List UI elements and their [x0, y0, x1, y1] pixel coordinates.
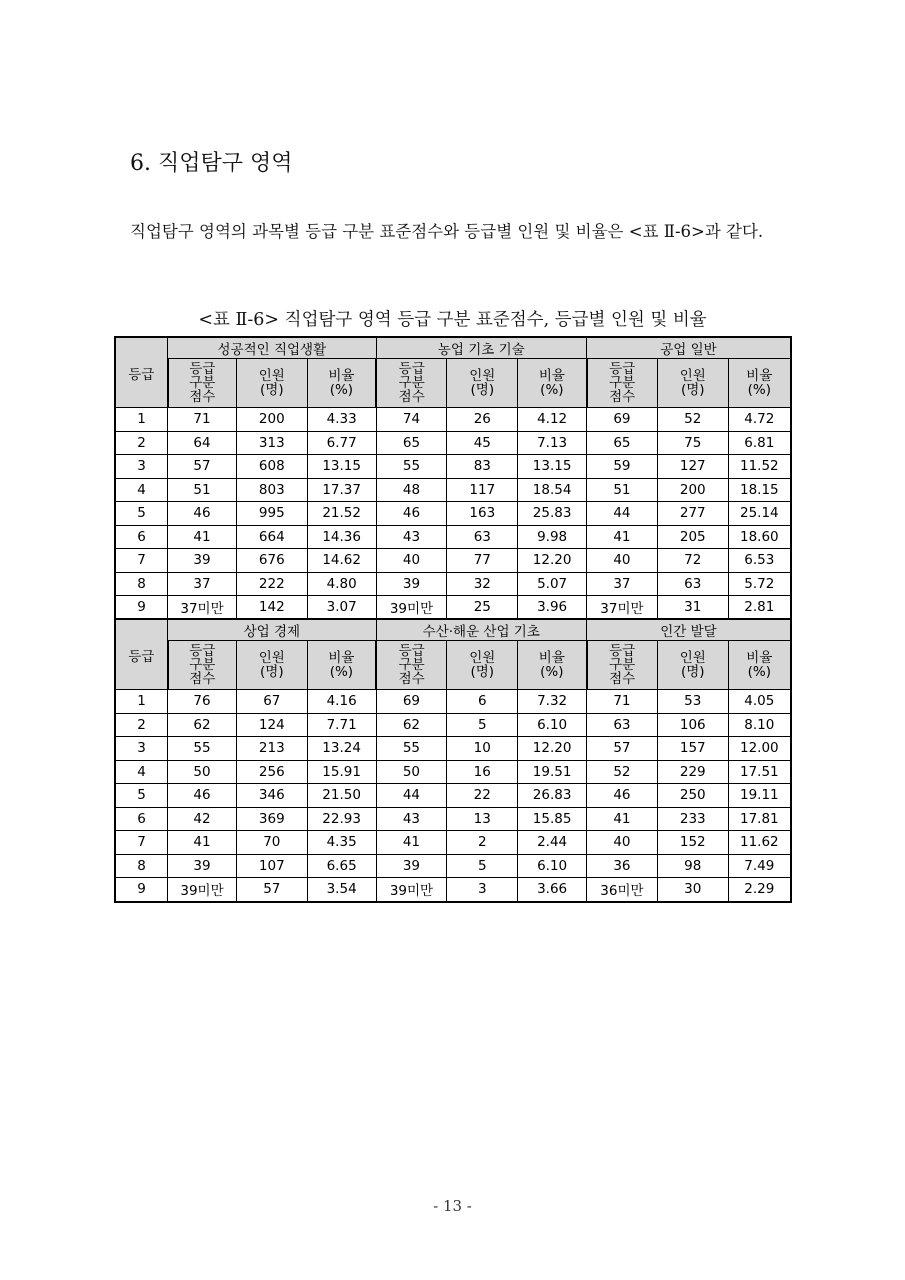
ratio-header: 비율 (%) — [518, 641, 587, 690]
cutoff-score-header: 등급 구분 점수 — [168, 641, 237, 690]
table-cell: 39미만 — [376, 596, 447, 620]
table-cell: 5 — [447, 713, 518, 737]
table-cell: 52 — [657, 408, 728, 432]
table-cell: 5 — [447, 854, 518, 878]
table-cell: 41 — [587, 525, 658, 549]
table-cell: 17.81 — [728, 807, 791, 831]
table-cell: 39 — [376, 854, 447, 878]
body-paragraph: 직업탐구 영역의 과목별 등급 구분 표준점수와 등급별 인원 및 비율은 <표 Ⅱ-6>과 같다. — [130, 222, 764, 241]
table-cell: 39미만 — [168, 878, 237, 902]
table-cell: 2.81 — [728, 596, 791, 620]
subject-header: 공업 일반 — [587, 337, 791, 359]
cutoff-score-header: 등급 구분 점수 — [587, 359, 658, 408]
grade-cell: 6 — [115, 807, 168, 831]
table-cell: 22.93 — [307, 807, 376, 831]
page-number: - 13 - — [433, 1197, 472, 1215]
table-cell: 72 — [657, 549, 728, 573]
table-cell: 106 — [657, 713, 728, 737]
table-cell: 3.54 — [307, 878, 376, 902]
table-row — [115, 878, 791, 902]
table-cell: 25.83 — [518, 502, 587, 526]
table-row — [115, 572, 791, 596]
table-cell: 44 — [587, 502, 658, 526]
count-header: 인원 (명) — [447, 359, 518, 408]
table-row — [115, 408, 791, 432]
table-cell: 4.80 — [307, 572, 376, 596]
table-cell: 256 — [236, 760, 307, 784]
table-cell: 50 — [168, 760, 237, 784]
table-row — [115, 760, 791, 784]
table-cell: 40 — [587, 549, 658, 573]
table-cell: 12.20 — [518, 549, 587, 573]
table-cell: 43 — [376, 807, 447, 831]
table-cell: 70 — [236, 831, 307, 855]
table-cell: 43 — [376, 525, 447, 549]
table-cell: 39 — [168, 549, 237, 573]
table-cell: 21.50 — [307, 784, 376, 808]
table-cell: 31 — [657, 596, 728, 620]
table-cell: 15.85 — [518, 807, 587, 831]
table-cell: 163 — [447, 502, 518, 526]
table-cell: 6.10 — [518, 713, 587, 737]
table-cell: 36미만 — [587, 878, 658, 902]
ratio-header: 비율 (%) — [307, 641, 376, 690]
table-cell: 18.60 — [728, 525, 791, 549]
subject-header: 농업 기초 기술 — [376, 337, 586, 359]
table-cell: 17.37 — [307, 478, 376, 502]
table-row — [115, 478, 791, 502]
grade-table-2 — [114, 618, 792, 903]
table-row — [115, 690, 791, 714]
table-cell: 664 — [236, 525, 307, 549]
table-cell: 13.15 — [307, 455, 376, 479]
table-cell: 57 — [236, 878, 307, 902]
table-cell: 6.65 — [307, 854, 376, 878]
table-cell: 4.35 — [307, 831, 376, 855]
table-cell: 57 — [587, 737, 658, 761]
table-cell: 98 — [657, 854, 728, 878]
table-cell: 26 — [447, 408, 518, 432]
table-cell: 42 — [168, 807, 237, 831]
table-cell: 55 — [168, 737, 237, 761]
grade-cell: 7 — [115, 549, 168, 573]
table-cell: 7.32 — [518, 690, 587, 714]
grade-header: 등급 — [115, 337, 168, 408]
table-cell: 200 — [657, 478, 728, 502]
table-cell: 127 — [657, 455, 728, 479]
table-cell: 37미만 — [168, 596, 237, 620]
table-cell: 40 — [376, 549, 447, 573]
table-row — [115, 831, 791, 855]
table-cell: 6.81 — [728, 431, 791, 455]
table-cell: 65 — [376, 431, 447, 455]
grade-cell: 1 — [115, 408, 168, 432]
grade-cell: 9 — [115, 596, 168, 620]
table-cell: 13.15 — [518, 455, 587, 479]
table-cell: 11.62 — [728, 831, 791, 855]
table-row — [115, 807, 791, 831]
table-cell: 117 — [447, 478, 518, 502]
table-cell: 157 — [657, 737, 728, 761]
table-cell: 4.05 — [728, 690, 791, 714]
table-cell: 124 — [236, 713, 307, 737]
grade-cell: 2 — [115, 713, 168, 737]
table-cell: 65 — [587, 431, 658, 455]
table-row — [115, 784, 791, 808]
table-cell: 2.29 — [728, 878, 791, 902]
table-cell: 222 — [236, 572, 307, 596]
table-cell: 75 — [657, 431, 728, 455]
table-cell: 213 — [236, 737, 307, 761]
table-cell: 200 — [236, 408, 307, 432]
table-cell: 10 — [447, 737, 518, 761]
table-cell: 55 — [376, 455, 447, 479]
table-cell: 83 — [447, 455, 518, 479]
table-cell: 50 — [376, 760, 447, 784]
count-header: 인원 (명) — [236, 641, 307, 690]
table-cell: 5.07 — [518, 572, 587, 596]
table-cell: 250 — [657, 784, 728, 808]
table-cell: 67 — [236, 690, 307, 714]
table-cell: 229 — [657, 760, 728, 784]
cutoff-score-header: 등급 구분 점수 — [168, 359, 237, 408]
table-cell: 77 — [447, 549, 518, 573]
table-cell: 107 — [236, 854, 307, 878]
table-cell: 6 — [447, 690, 518, 714]
table-row — [115, 431, 791, 455]
table-cell: 2.44 — [518, 831, 587, 855]
table-cell: 76 — [168, 690, 237, 714]
table-cell: 36 — [587, 854, 658, 878]
table-cell: 21.52 — [307, 502, 376, 526]
table-cell: 41 — [376, 831, 447, 855]
table-cell: 11.52 — [728, 455, 791, 479]
ratio-header: 비율 (%) — [518, 359, 587, 408]
grade-table-1 — [114, 336, 792, 621]
table-cell: 46 — [168, 784, 237, 808]
table-cell: 63 — [587, 713, 658, 737]
table-cell: 6.53 — [728, 549, 791, 573]
table-row — [115, 502, 791, 526]
grade-cell: 2 — [115, 431, 168, 455]
table-cell: 16 — [447, 760, 518, 784]
table-cell: 74 — [376, 408, 447, 432]
count-header: 인원 (명) — [447, 641, 518, 690]
ratio-header: 비율 (%) — [307, 359, 376, 408]
grade-cell: 9 — [115, 878, 168, 902]
table-cell: 14.36 — [307, 525, 376, 549]
table-cell: 5.72 — [728, 572, 791, 596]
table-cell: 71 — [587, 690, 658, 714]
table-cell: 18.15 — [728, 478, 791, 502]
table-cell: 26.83 — [518, 784, 587, 808]
table-row — [115, 455, 791, 479]
grade-cell: 8 — [115, 854, 168, 878]
table-cell: 4.33 — [307, 408, 376, 432]
grade-cell: 7 — [115, 831, 168, 855]
table-cell: 9.98 — [518, 525, 587, 549]
table-cell: 48 — [376, 478, 447, 502]
table-cell: 52 — [587, 760, 658, 784]
table-row — [115, 596, 791, 620]
table-cell: 69 — [376, 690, 447, 714]
table-cell: 69 — [587, 408, 658, 432]
table-cell: 37 — [168, 572, 237, 596]
subject-header: 수산·해운 산업 기초 — [376, 619, 586, 641]
table-cell: 30 — [657, 878, 728, 902]
table-cell: 142 — [236, 596, 307, 620]
table-cell: 63 — [657, 572, 728, 596]
subject-header: 인간 발달 — [587, 619, 791, 641]
table-cell: 46 — [587, 784, 658, 808]
table-cell: 44 — [376, 784, 447, 808]
table-row — [115, 854, 791, 878]
table-cell: 71 — [168, 408, 237, 432]
table-cell: 64 — [168, 431, 237, 455]
table-cell: 14.62 — [307, 549, 376, 573]
grade-cell: 5 — [115, 784, 168, 808]
count-header: 인원 (명) — [236, 359, 307, 408]
subject-header: 성공적인 직업생활 — [168, 337, 376, 359]
table-row — [115, 549, 791, 573]
table-cell: 313 — [236, 431, 307, 455]
table-cell: 2 — [447, 831, 518, 855]
count-header: 인원 (명) — [657, 359, 728, 408]
table-cell: 39 — [168, 854, 237, 878]
table-cell: 53 — [657, 690, 728, 714]
table-cell: 4.72 — [728, 408, 791, 432]
table-cell: 4.16 — [307, 690, 376, 714]
cutoff-score-header: 등급 구분 점수 — [376, 641, 447, 690]
table-cell: 3 — [447, 878, 518, 902]
table-cell: 41 — [587, 807, 658, 831]
table-cell: 8.10 — [728, 713, 791, 737]
table-cell: 41 — [168, 525, 237, 549]
grade-cell: 4 — [115, 760, 168, 784]
table-cell: 803 — [236, 478, 307, 502]
grade-cell: 4 — [115, 478, 168, 502]
grade-cell: 3 — [115, 737, 168, 761]
table-cell: 3.66 — [518, 878, 587, 902]
count-header: 인원 (명) — [657, 641, 728, 690]
grade-header: 등급 — [115, 619, 168, 690]
table-cell: 277 — [657, 502, 728, 526]
table-cell: 7.49 — [728, 854, 791, 878]
table-cell: 51 — [168, 478, 237, 502]
table-cell: 39미만 — [376, 878, 447, 902]
table-cell: 13 — [447, 807, 518, 831]
table-cell: 41 — [168, 831, 237, 855]
grade-cell: 3 — [115, 455, 168, 479]
table-cell: 233 — [657, 807, 728, 831]
table-cell: 152 — [657, 831, 728, 855]
table-cell: 608 — [236, 455, 307, 479]
table-cell: 17.51 — [728, 760, 791, 784]
table-cell: 62 — [376, 713, 447, 737]
subject-header: 상업 경제 — [168, 619, 376, 641]
ratio-header: 비율 (%) — [728, 359, 791, 408]
table-cell: 25.14 — [728, 502, 791, 526]
table-cell: 205 — [657, 525, 728, 549]
table-cell: 39 — [376, 572, 447, 596]
table-cell: 369 — [236, 807, 307, 831]
table-cell: 19.11 — [728, 784, 791, 808]
grade-cell: 5 — [115, 502, 168, 526]
table-cell: 19.51 — [518, 760, 587, 784]
table-row — [115, 525, 791, 549]
grade-cell: 6 — [115, 525, 168, 549]
table-cell: 62 — [168, 713, 237, 737]
table-cell: 45 — [447, 431, 518, 455]
table-cell: 7.13 — [518, 431, 587, 455]
table-cell: 12.20 — [518, 737, 587, 761]
table-cell: 995 — [236, 502, 307, 526]
table-cell: 3.96 — [518, 596, 587, 620]
grade-cell: 1 — [115, 690, 168, 714]
table-cell: 6.77 — [307, 431, 376, 455]
table-cell: 3.07 — [307, 596, 376, 620]
table-cell: 57 — [168, 455, 237, 479]
table-cell: 37미만 — [587, 596, 658, 620]
table-cell: 346 — [236, 784, 307, 808]
table-row — [115, 713, 791, 737]
table-cell: 40 — [587, 831, 658, 855]
ratio-header: 비율 (%) — [728, 641, 791, 690]
cutoff-score-header: 등급 구분 점수 — [376, 359, 447, 408]
cutoff-score-header: 등급 구분 점수 — [587, 641, 658, 690]
table-cell: 7.71 — [307, 713, 376, 737]
table-cell: 25 — [447, 596, 518, 620]
table-cell: 22 — [447, 784, 518, 808]
table-cell: 55 — [376, 737, 447, 761]
table-cell: 676 — [236, 549, 307, 573]
section-title: 6. 직업탐구 영역 — [130, 151, 293, 176]
table-cell: 4.12 — [518, 408, 587, 432]
table-row — [115, 737, 791, 761]
grade-cell: 8 — [115, 572, 168, 596]
table-cell: 13.24 — [307, 737, 376, 761]
table-cell: 63 — [447, 525, 518, 549]
table-cell: 51 — [587, 478, 658, 502]
table-cell: 6.10 — [518, 854, 587, 878]
table-cell: 32 — [447, 572, 518, 596]
table-cell: 46 — [168, 502, 237, 526]
table-cell: 59 — [587, 455, 658, 479]
table-cell: 12.00 — [728, 737, 791, 761]
table-cell: 37 — [587, 572, 658, 596]
table-cell: 18.54 — [518, 478, 587, 502]
table-cell: 15.91 — [307, 760, 376, 784]
table-caption: <표 Ⅱ-6> 직업탐구 영역 등급 구분 표준점수, 등급별 인원 및 비율 — [198, 310, 707, 330]
table-cell: 46 — [376, 502, 447, 526]
